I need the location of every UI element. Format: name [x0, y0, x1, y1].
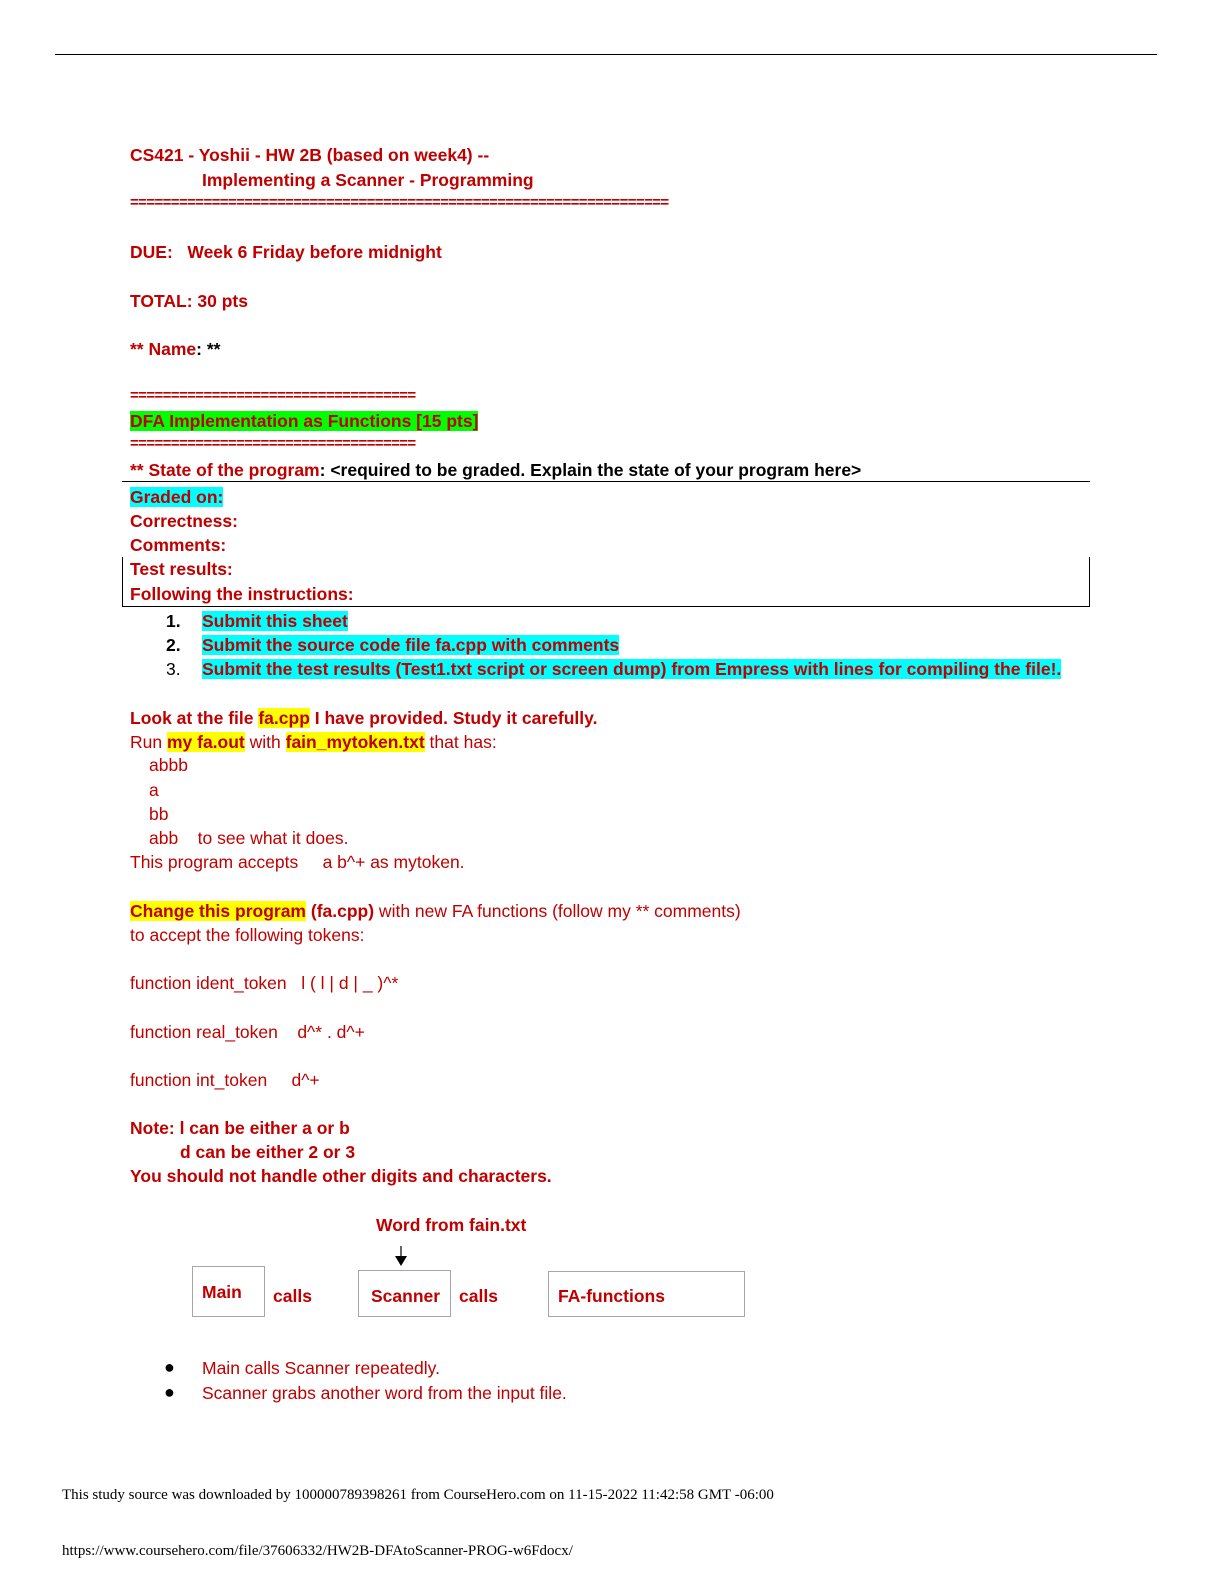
comments-label: Comments:	[130, 535, 227, 555]
bullet-item-2: Scanner grabs another word from the input file.	[202, 1383, 567, 1403]
total-points: TOTAL: 30 pts	[130, 291, 248, 311]
calls-label-2: calls	[459, 1286, 498, 1306]
grading-box-left	[122, 557, 123, 607]
submit-item-3	[202, 658, 1061, 680]
state-label: ** State of the program	[130, 460, 320, 480]
grading-box-top	[122, 481, 1090, 482]
due-line	[130, 241, 442, 263]
note-line-3: You should not handle other digits and characters.	[130, 1166, 552, 1186]
function-ident: function ident_token l ( l | d | _ )^*	[130, 973, 399, 993]
function-int: function int_token d^+	[130, 1070, 320, 1090]
run-file: fain_mytoken.txt	[285, 732, 425, 752]
graded-on-label: Graded on:	[130, 487, 224, 507]
look-file: fa.cpp	[258, 708, 310, 728]
scanner-box	[358, 1270, 451, 1317]
run-suffix: that has:	[424, 732, 497, 752]
input-line-3: bb	[149, 804, 169, 824]
run-line	[130, 731, 497, 753]
title-line1: CS421 - Yoshii - HW 2B (based on week4) --	[130, 145, 490, 165]
graded-on	[130, 486, 223, 508]
following-instructions-label: Following the instructions:	[130, 584, 354, 604]
change-file: (fa.cpp)	[306, 901, 375, 921]
name-suffix: : **	[196, 339, 221, 359]
grading-box-bottom	[122, 606, 1090, 607]
state-instructions: : <required to be graded. Explain the state of your program here>	[319, 460, 862, 480]
change-highlight: Change this program	[130, 901, 306, 921]
bullet-item-1: Main calls Scanner repeatedly.	[202, 1358, 440, 1378]
function-real: function real_token d^* . d^+	[130, 1022, 365, 1042]
submit-item-1-text: Submit this sheet	[202, 611, 348, 631]
run-program: my fa.out	[166, 732, 245, 752]
state-line	[130, 459, 861, 481]
source-url[interactable]: https://www.coursehero.com/file/37606332/HW2B-DFAtoScanner-PROG-w6Fdocx/	[62, 1543, 573, 1559]
section-separator-bottom: ===================================	[130, 435, 416, 452]
word-label: Word from fain.txt	[376, 1215, 527, 1235]
name-line	[130, 338, 220, 360]
due-value: Week 6 Friday before midnight	[187, 242, 442, 262]
submit-item-2	[202, 634, 619, 656]
look-suffix: I have provided. Study it carefully.	[309, 708, 598, 728]
title-separator: ==================================================================	[130, 194, 669, 211]
submit-item-2-number: 2.	[166, 635, 181, 655]
submit-item-1	[202, 610, 348, 632]
correctness-label: Correctness:	[130, 511, 238, 531]
accepts-line: This program accepts a b^+ as mytoken.	[130, 852, 465, 872]
test-results-label: Test results:	[130, 559, 233, 579]
due-label: DUE:	[130, 242, 173, 262]
fa-functions-box	[548, 1271, 745, 1317]
name-label: ** Name	[130, 339, 197, 359]
top-rule	[55, 54, 1157, 55]
submit-item-3-text: Submit the test results (Test1.txt script or screen dump) from Empress with lines for compiling the file!.	[202, 659, 1062, 679]
run-prefix: Run	[130, 732, 167, 752]
section-title	[130, 410, 478, 432]
grading-box-right	[1089, 557, 1090, 607]
fa-functions-label: FA-functions	[558, 1286, 665, 1306]
calls-label-1: calls	[273, 1286, 312, 1306]
change-line-2: to accept the following tokens:	[130, 925, 365, 945]
submit-item-1-number: 1.	[166, 611, 181, 631]
look-prefix: Look at the file	[130, 708, 259, 728]
submit-item-3-number: 3.	[166, 659, 181, 679]
change-rest: with new FA functions (follow my ** comments)	[374, 901, 741, 921]
main-label: Main	[202, 1282, 242, 1302]
section-separator-top: ===================================	[130, 387, 416, 404]
change-line	[130, 900, 741, 922]
title-line2: Implementing a Scanner - Programming	[202, 170, 534, 190]
note-line-2: d can be either 2 or 3	[180, 1142, 356, 1162]
bullet-dot-1: ●	[164, 1357, 175, 1377]
main-box	[192, 1266, 265, 1317]
scanner-label: Scanner	[371, 1286, 441, 1306]
down-arrow-icon	[393, 1246, 409, 1268]
input-line-1: abbb	[149, 755, 188, 775]
run-mid: with	[244, 732, 286, 752]
look-line	[130, 707, 597, 729]
input-line-2: a	[149, 780, 159, 800]
section-title-text: DFA Implementation as Functions [15 pts]	[130, 411, 479, 431]
download-notice: This study source was downloaded by 100000789398261 from CourseHero.com on 11-15-2022 11:42:58 GMT -06:00	[62, 1487, 774, 1503]
submit-item-2-text: Submit the source code file fa.cpp with comments	[202, 635, 620, 655]
note-line-1: Note: l can be either a or b	[130, 1118, 350, 1138]
input-line-4: abb to see what it does.	[149, 828, 349, 848]
bullet-dot-2: ●	[164, 1382, 175, 1402]
